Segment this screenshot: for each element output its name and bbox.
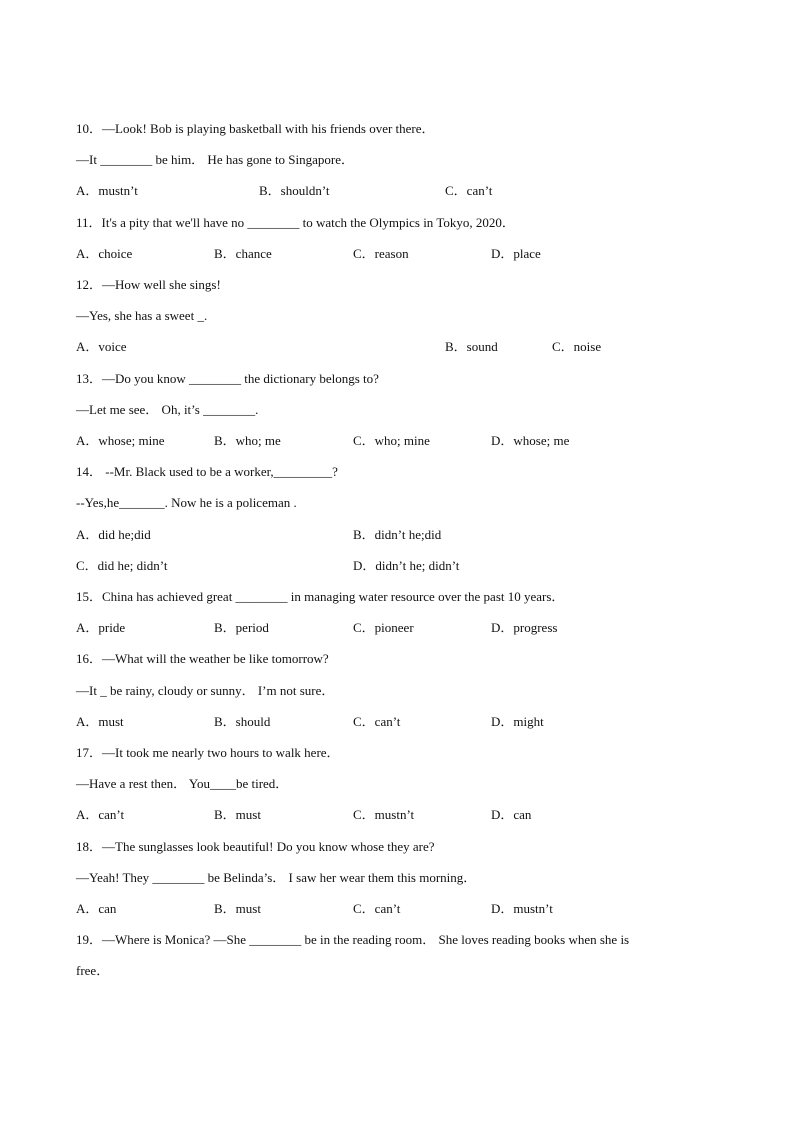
option-11-b: B．chance (214, 246, 272, 261)
option-12-a: A．voice (76, 339, 127, 354)
option-17-b: B．must (214, 807, 261, 822)
question-18-stem: 18．—The sunglasses look beautiful! Do you know whose they are? (76, 839, 435, 854)
question-15-stem: 15．China has achieved great ________ in managing water resource over the past 10 years． (76, 589, 565, 604)
question-17-stem: 17．—It took me nearly two hours to walk here． (76, 745, 340, 760)
option-14-a: A．did he;did (76, 527, 151, 542)
option-18-c: C．can’t (353, 901, 401, 916)
option-18-b: B．must (214, 901, 261, 916)
option-14-c: C．did he; didn’t (76, 558, 168, 573)
option-16-a: A．must (76, 714, 124, 729)
option-13-a: A．whose; mine (76, 433, 165, 448)
question-10-line2: —It ________ be him． He has gone to Singapore． (76, 152, 355, 167)
question-17-line2: —Have a rest then． You____be tired． (76, 776, 289, 791)
option-10-b: B．shouldn’t (259, 183, 330, 198)
question-14-stem: 14． --Mr. Black used to be a worker,_________? (76, 464, 338, 479)
question-14-line2: --Yes,he_______. Now he is a policeman . (76, 495, 297, 510)
option-12-b: B．sound (445, 339, 498, 354)
question-16-stem: 16．—What will the weather be like tomorrow? (76, 651, 329, 666)
option-18-d: D．mustn’t (491, 901, 553, 916)
option-14-b: B．didn’t he;did (353, 527, 442, 542)
option-15-c: C．pioneer (353, 620, 414, 635)
option-18-a: A．can (76, 901, 117, 916)
question-12-stem: 12．—How well she sings! (76, 277, 221, 292)
option-15-a: A．pride (76, 620, 126, 635)
question-10-stem: 10．—Look! Bob is playing basketball with his friends over there． (76, 121, 435, 136)
option-11-a: A．choice (76, 246, 133, 261)
option-14-d: D．didn’t he; didn’t (353, 558, 460, 573)
question-12-line2: —Yes, she has a sweet _. (76, 308, 208, 323)
option-11-d: D．place (491, 246, 541, 261)
option-12-c: C．noise (552, 339, 602, 354)
option-16-d: D．might (491, 714, 544, 729)
option-15-d: D．progress (491, 620, 558, 635)
option-16-c: C．can’t (353, 714, 401, 729)
option-13-c: C．who; mine (353, 433, 430, 448)
option-13-b: B．who; me (214, 433, 281, 448)
option-10-a: A．mustn’t (76, 183, 138, 198)
option-11-c: C．reason (353, 246, 409, 261)
question-13-stem: 13．—Do you know ________ the dictionary belongs to? (76, 371, 379, 386)
option-17-a: A．can’t (76, 807, 125, 822)
option-10-c: C．can’t (445, 183, 493, 198)
option-16-b: B．should (214, 714, 271, 729)
question-11-stem: 11．It's a pity that we'll have no ________ to watch the Olympics in Tokyo, 2020． (76, 215, 515, 230)
question-19-stem: 19．—Where is Monica? —She ________ be in the reading room． She loves reading books when she is (76, 932, 630, 947)
option-13-d: D．whose; me (491, 433, 570, 448)
option-17-d: D．can (491, 807, 532, 822)
question-16-line2: —It _ be rainy, cloudy or sunny． I’m not sure． (76, 683, 335, 698)
question-18-line2: —Yeah! They ________ be Belinda’s． I saw her wear them this morning． (76, 870, 477, 885)
question-13-line2: —Let me see． Oh, it’s ________. (76, 402, 259, 417)
question-19-line2: free． (76, 963, 110, 978)
option-15-b: B．period (214, 620, 269, 635)
option-17-c: C．mustn’t (353, 807, 415, 822)
